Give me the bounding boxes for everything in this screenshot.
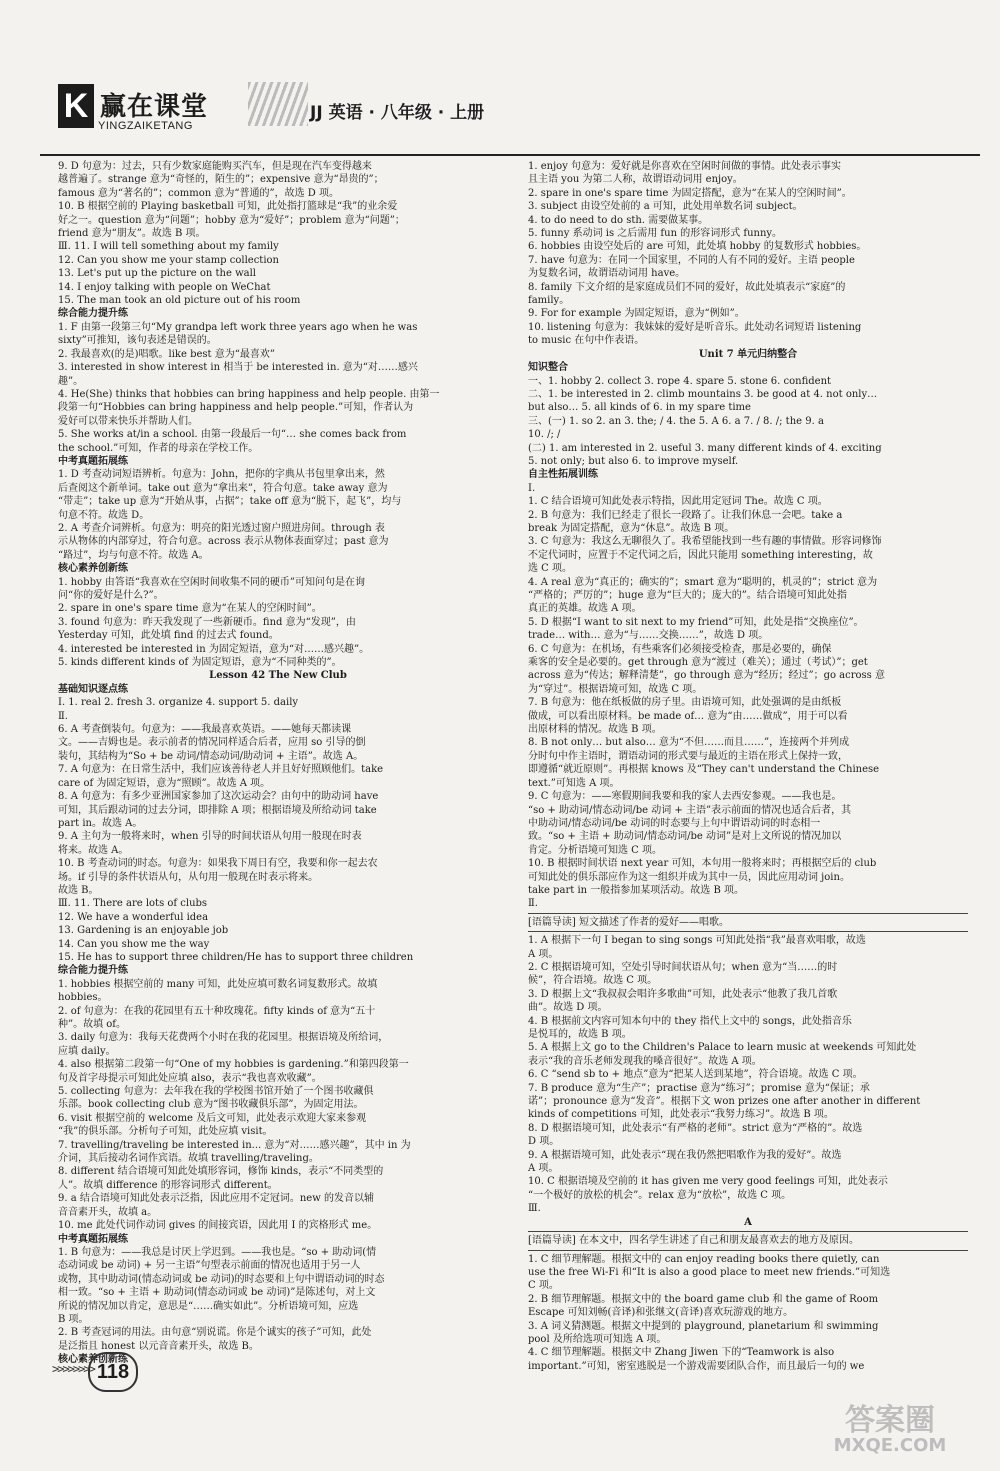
section-heading: 综合能力提升练 [58, 965, 128, 977]
answer-line: 10. /; / [528, 429, 561, 441]
answer-line: 4. to do need to do sth. 需要做某事。 [528, 214, 709, 226]
answer-line: 3. interested in show interest in 相当于 be interested in. 意为“对……感兴 [58, 362, 418, 374]
answer-line: 14. I enjoy talking with people on WeChat [58, 281, 271, 293]
answer-line: 5. collecting 句意为：去年我在我的学校图书馆开始了一个图书收藏俱 [58, 1086, 374, 1098]
answer-line: 2. B 细节理解题。根据文中的 the board game club 和 the game of Room [528, 1293, 879, 1305]
answer-line: 15. The man took an old picture out of his room [58, 295, 301, 307]
answer-line: 种”。故填 of。 [58, 1019, 127, 1030]
answer-line: 9. For for example 为固定短语，意为“例如”。 [528, 308, 745, 320]
answer-line: 4. B 根据前文内容可知本句中的 they 指代上文中的 songs，此处指音乐 [528, 1015, 852, 1027]
answer-line: 7. B produce 意为“生产”；practise 意为“练习”；promise 意为“保证；承 [528, 1082, 870, 1094]
watermark-url: MXQE.COM [833, 1435, 947, 1456]
answer-line: 9. a 结合语境可知此处表示泛指，因此应用不定冠词。new 的发音以辅 [58, 1193, 374, 1205]
answer-line: kinds of competitions 可知，此处表示“我努力练习”。故选 B 项。 [528, 1109, 834, 1121]
answer-line: B 项。 [58, 1313, 89, 1325]
answer-line: 不定代词时，应置于不定代词之后，因此只能用 something interesting，故 [528, 549, 873, 561]
lesson-title: Unit 7 单元归纳整合 [698, 348, 798, 360]
answer-line: 2. of 句意为：在我的花园里有五十种玫瑰花。fifty kinds of 意为“五十 [58, 1005, 376, 1017]
answer-line: 选 C 项。 [528, 563, 573, 575]
answer-line: 2. 我最喜欢(的是)唱歌。like best 意为“最喜欢” [58, 348, 275, 360]
lesson-title: Lesson 42 The New Club [209, 670, 347, 682]
answer-line: 9. D 句意为：过去，只有少数家庭能购买汽车，但是现在汽车变得越来 [58, 161, 372, 172]
answer-line: 6. hobbies 由设空处后的 are 可知，此处填 hobby 的复数形式 hobbies。 [528, 241, 867, 253]
answer-line: “严格的；严厉的”；huge 意为“巨大的；庞大的”。结合语境可知此处指 [528, 590, 847, 601]
answer-line: (二) 1. am interested in 2. useful 3. many different kinds of 4. exciting [528, 442, 882, 454]
answer-line: 3. C 句意为：我这么无聊很久了。我希望能找到一些有趣的事情做。形容词修饰 [528, 536, 882, 548]
answer-line: 13. Let's put up the picture on the wall [58, 268, 256, 280]
answer-line: 3. D 根据上文“我叔叔会唱许多歌曲”可知，此处表示“他教了我几首歌 [528, 988, 838, 1000]
answer-line: 人”。故填 difference 的形容词形式 different。 [58, 1179, 278, 1191]
answer-line: 或物，其中助动词(情态动词或 be 动词)的时态要和上句中谓语动词的时态 [58, 1273, 385, 1285]
answer-line: part in。故选 A。 [58, 817, 143, 829]
answer-line: 5. kinds different kinds of 为固定短语，意为“不同种类的”。 [58, 657, 342, 669]
answer-line: 8. family 下文介绍的是家庭成员们不同的爱好，故此处填表示“家庭”的 [528, 281, 846, 293]
answer-line: 1. hobbies 根据空前的 many 可知，此处应填可数名词复数形式。故填 [58, 978, 378, 990]
answer-line: 10. B 考查动词的时态。句意为：如果我下周日有空，我要和你一起去农 [58, 858, 378, 870]
answer-line: 段第一句“Hobbies can bring happiness and help people.”可知，作者认为 [58, 402, 414, 414]
answer-line: take part in 一般指参加某项活动。故选 B 项。 [528, 884, 745, 896]
answer-line: 5. funny 系动词 is 之后需用 fun 的形容词形式 funny。 [528, 228, 783, 240]
answer-line: “带走”；take up 意为“开始从事，占据”；take off 意为“脱下，起飞”，均与 [58, 496, 402, 508]
answer-line: 9. C 句意为：——寒假期间我要和我的家人去西安参观。——我也是。 [528, 791, 842, 803]
answer-line: 13. Gardening is an enjoyable job [58, 925, 229, 937]
answer-line: text.”可知选 A 项。 [528, 777, 620, 789]
answer-line: 三、(一) 1. so 2. an 3. the; / 4. the 5. A 6. a 7. / 8. /; the 9. a [528, 415, 824, 427]
answer-line: 8. A 句意为：有多少亚洲国家参加了这次运动会？由句中的助动词 have [58, 791, 379, 803]
answer-line: 做成，可以看出原材料。be made of… 意为“由……做成”，用于可以看 [528, 710, 848, 722]
answer-line: 7. A 句意为：在日常生活中，我们应该善待老人并且好好照顾他们。take [58, 764, 384, 776]
answer-line: 12. We have a wonderful idea [58, 911, 209, 923]
page-number: 118 [88, 1352, 138, 1392]
answer-line: 1. F 由第一段第三句“My grandpa left work three years ago when he was [58, 321, 418, 333]
answer-line: 场。if 引导的条件状语从句，从句用一般现在时表示将来。 [58, 871, 319, 883]
section-heading: 知识整合 [528, 362, 568, 374]
answer-line: 诺”；pronounce 意为“发音”。根据下文 won prizes one after another in different [528, 1096, 921, 1108]
answer-line: 故选 B。 [58, 884, 99, 896]
answer-line: Escape 可知刘畅(音译)和张继文(音译)喜欢玩游戏的地方。 [528, 1307, 794, 1319]
lesson-title: A [744, 1216, 752, 1228]
answer-line: 为“穿过”。根据语境可知，故选 C 项。 [528, 683, 703, 695]
answer-line: 8. B not only… but also… 意为“不但……而且……”，连接两个并列成 [528, 737, 850, 749]
answer-line: break 为固定搭配，意为“休息”。故选 B 项。 [528, 522, 735, 534]
page-header [40, 78, 980, 152]
answer-line: 9. A 主句为一般将来时，when 引导的时间状语从句用一般现在时表 [58, 831, 362, 843]
answer-line: 介词，其后接动名词作宾语。故填 travelling/traveling。 [58, 1153, 319, 1165]
section-heading: 中考真题拓展练 [58, 1233, 128, 1245]
answer-line: 5. not only; but also 6. to improve myself. [528, 455, 739, 467]
answer-line: 12. Can you show me your stamp collection [58, 254, 279, 266]
answer-line: famous 意为“著名的”；common 意为“普通的”，故选 D 项。 [58, 187, 339, 199]
answer-line: hobbies。 [58, 992, 108, 1004]
answer-line: the school.”可知，作者的母亲在学校工作。 [58, 442, 259, 454]
answer-line: C 项。 [528, 1280, 559, 1292]
answer-line: 中助动词/情态动词/be 动词的时态要与上句中谓语动词的时态相一 [528, 817, 821, 829]
answer-line: but also… 5. all kinds of 6. in my spare time [528, 402, 751, 414]
watermark [800, 1395, 980, 1465]
answer-line: 且主语 you 为第二人称，故谓语动词用 enjoy。 [528, 174, 743, 186]
answer-line: 1. hobby 由答语“我喜欢在空闲时间收集不同的硬币”可知问句是在询 [58, 576, 366, 588]
answer-line: 曲”。故选 D 项。 [528, 1002, 608, 1014]
answer-line: 6. A 考查倒装句。句意为：——我最喜欢英语。——她每天都读课 [58, 724, 352, 736]
answer-line: 2. spare in one's spare time 意为“在某人的空闲时间”。 [58, 603, 322, 615]
answer-line: 6. C “send sb to + 地点”意为“把某人送到某地”，符合语境。故选 C 项。 [528, 1069, 863, 1081]
answer-line: 肯定。分析语境可知选 C 项。 [528, 844, 663, 856]
answer-line: 2. A 考查介词辨析。句意为：明亮的阳光透过窗户照进房间。through 表 [58, 522, 385, 534]
answer-line: to music 在句中作表语。 [528, 335, 645, 347]
section-heading: 核心素养创新练 [58, 563, 128, 575]
answer-line: 10. me 此处代词作动词 gives 的间接宾语，因此用 I 的宾格形式 me。 [58, 1220, 378, 1232]
right-column [528, 160, 968, 1373]
answer-line: 4. C 细节理解题。根据文中 Zhang Jiwen 下的“Teamwork is also [528, 1347, 835, 1359]
answer-line: 4. He(She) thinks that hobbies can bring happiness and help people. 由第一 [58, 388, 440, 400]
answer-line: 爱好可以带来快乐并帮助人们。 [58, 415, 198, 427]
brand-pinyin: YINGZAIKETANG [98, 120, 193, 132]
answer-line: 装句，其结构为“So + be 动词/情态动词/助动词 + 主语”。故选 A。 [58, 750, 364, 762]
section-heading: 自主性拓展训练 [528, 469, 598, 481]
answer-line: 7. B 句意为：他在纸板做的房子里。由语境可知，此处强调的是由纸板 [528, 697, 842, 709]
answer-line: 致。“so + 主语 + 助动词/情态动词/be 动词”是对上文所说的情况加以 [528, 831, 842, 843]
answer-line: 一、1. hobby 2. collect 3. rope 4. spare 5. stone 6. confident [528, 375, 832, 387]
answer-line: friend 意为“朋友”。故选 B 项。 [58, 228, 206, 240]
answer-line: 5. She works at/in a school. 由第一段最后一句“… she comes back from [58, 429, 407, 441]
answer-line: 将来。故选 A。 [58, 844, 129, 856]
answer-line: trade… with… 意为“与……交换……”，故选 D 项。 [528, 630, 769, 642]
answer-line: 1. D 考查动词短语辨析。句意为：John，把你的字典从书包里拿出来，然 [58, 469, 385, 481]
brand-name: 赢在课堂 [100, 92, 209, 122]
answer-line: 乘客的安全是必要的。get through 意为“渡过（难关）；通过（考试）”；get [528, 657, 868, 669]
answer-line: Ⅲ. 11. I will tell something about my family [58, 241, 279, 253]
answer-line: 态动词或 be 动词) + 另一主语”句型表示前面的情况也适用于另一人 [58, 1260, 361, 1272]
answer-line: 是泛指且 honest 以元音音素开头，故选 B。 [58, 1340, 259, 1352]
answer-line: 表示“我的音乐老师发现我的嗓音很好”。故选 A 项。 [528, 1055, 762, 1067]
answer-line: 10. listening 句意为：我妹妹的爱好是听音乐。此处动名词短语 listening [528, 321, 862, 333]
answer-line: 为复数名词，故谓语动词用 have。 [528, 268, 686, 280]
answer-line: 可知，其后跟动词的过去分词，即排除 A 项；根据语境及所给动词 take [58, 804, 377, 816]
answer-line: 2. spare in one's spare time 为固定搭配，意为“在某人的空闲时间”。 [528, 187, 852, 199]
answer-line: 相一致。“so + 主语 + 助动词(情态动词或 be 动词)”是陈述句，对上文 [58, 1287, 376, 1299]
answer-line: 8. different 结合语境可知此处填形容词，修饰 kinds，表示“不同类型的 [58, 1166, 384, 1178]
answer-line: “我”的俱乐部。分析句子可知，此处应填 visit。 [58, 1126, 273, 1138]
answer-line: 5. D 根据“I want to sit next to my friend”可知，此处是指“交换座位”。 [528, 616, 864, 628]
book-title: JJ 英语 · 八年级 · 上册 [310, 103, 485, 123]
answer-line: Ⅲ. 11. There are lots of clubs [58, 898, 208, 910]
answer-line: use the free Wi-Fi 和“It is also a good place to meet new friends.”可知选 [528, 1266, 891, 1278]
watermark-text: 答案圈 [845, 1403, 935, 1438]
answer-line: 所说的情况加以肯定，意思是“……确实如此”。分析语境可知，应选 [58, 1300, 359, 1312]
answer-line: 14. Can you show me the way [58, 938, 210, 950]
answer-line: 分时句中作主语时，谓语动词的形式要与最近的主语在形式上保持一致， [528, 750, 848, 762]
answer-line: 真正的英雄。故选 A 项。 [528, 603, 642, 615]
answer-line: Ⅰ. [528, 482, 536, 494]
answer-line: 10. C 根据语境及空前的 it has given me very good feelings 可知，此处表示 [528, 1176, 888, 1188]
answer-line: 1. A 根据下一句 I began to sing songs 可知此处指“我”最喜欢唱歌，故选 [528, 935, 866, 947]
section-heading: 基础知识逐点练 [58, 683, 128, 695]
answer-line: 好之一。question 意为“问题”；hobby 意为“爱好”；problem 意为“问题”； [58, 214, 405, 226]
answer-line: 2. B 考查冠词的用法。由句意“别说谎。你是个诚实的孩子”可知，此处 [58, 1327, 372, 1339]
answer-line: Ⅲ. [528, 1203, 541, 1215]
answer-line: Ⅰ. 1. real 2. fresh 3. organize 4. support 5. daily [58, 697, 299, 709]
answer-line: 4. also 根据第二段第一句“One of my hobbies is gardening.”和第四段第一 [58, 1059, 409, 1071]
section-heading: 中考真题拓展练 [58, 455, 128, 467]
answer-line: “路过”，均与句意不符。故选 A。 [58, 549, 209, 561]
answer-line: 3. subject 由设空处前的 a 可知，此处用单数名词 subject。 [528, 201, 803, 213]
answer-line: Yesterday 可知，此处填 find 的过去式 found。 [58, 630, 279, 642]
answer-line: important.”可知，密室逃脱是一个游戏需要团队合作，而且最后一句的 we [528, 1360, 865, 1372]
answer-line: 5. A 根据上文 go to the Children's Palace to learn music at weekends 可知此处 [528, 1042, 917, 1054]
answer-line: 示从物体的内部穿过，符合句意。across 表示从物体表面穿过；past 意为 [58, 536, 389, 548]
answer-line: 1. enjoy 句意为：爱好就是你喜欢在空闲时间做的事情。此处表示事实 [528, 161, 842, 172]
decorative-stripes [248, 82, 308, 126]
answer-line: 3. found 句意为：昨天我发现了一些新硬币。find 意为“发现”，由 [58, 616, 356, 628]
answer-line: 9. A 根据语境可知，此处表示“现在我仍然把唱歌作为我的爱好”。故选 [528, 1149, 842, 1161]
answer-line: 2. C 根据语境可知，空处引导时间状语从句；when 意为“当……的时 [528, 961, 838, 973]
answer-line: family。 [528, 295, 570, 307]
answer-line: 4. A real 意为“真正的；确实的”；smart 意为“聪明的，机灵的”；strict 意为 [528, 576, 878, 588]
left-column [58, 160, 498, 1367]
answer-line: 3. A 词义猜测题。根据文中提到的 playground, planetarium 和 swimming [528, 1320, 879, 1332]
answer-line: 1. B 句意为：——我总是讨厌上学迟到。——我也是。“so + 助动词(情 [58, 1246, 377, 1258]
answer-line: 后查阅这个新单词。take out 意为“拿出来”，符合句意。take away 意为 [58, 482, 388, 494]
answer-line: 越普遍了。strange 意为“奇怪的，陌生的”；expensive 意为“昂贵的”； [58, 174, 384, 186]
answer-line: D 项。 [528, 1136, 560, 1148]
answer-line: 趣”。 [58, 375, 84, 387]
answer-line: across 意为“传达；解释清楚”，go through 意为“经历；经过”；go across 意 [528, 670, 885, 682]
answer-line: 二、1. be interested in 2. climb mountains 3. be good at 4. not only… [528, 388, 878, 400]
answer-line: 可知此处的俱乐部应作为这一组织并成为其中一员，因此应用动词 join。 [528, 871, 850, 883]
answer-line: 候”，符合语境。故选 C 项。 [528, 975, 658, 987]
answer-line: Ⅱ. [528, 898, 538, 910]
answer-line: 音音素开头，故填 a。 [58, 1206, 158, 1218]
answer-line: 是悦耳的，故选 B 项。 [528, 1029, 632, 1040]
passage-guide: [语篇导读] 短文描述了作者的爱好——唱歌。 [528, 913, 968, 932]
answer-line: 3. daily 句意为：我每天花费两个小时在我的花园里。根据语境及所给词， [58, 1032, 389, 1044]
answer-line: A 项。 [528, 1163, 559, 1175]
passage-guide: [语篇导读] 在本文中，四名学生讲述了自己和朋友最喜欢去的地方及原因。 [528, 1231, 968, 1250]
answer-line: 应填 daily。 [58, 1045, 116, 1057]
answer-line: sixty”可推知，该句表述是错误的。 [58, 335, 217, 347]
answer-line: pool 及所给选项可知选 A 项。 [528, 1333, 667, 1345]
section-heading: 综合能力提升练 [58, 308, 128, 320]
answer-line: 问“你的爱好是什么?”。 [58, 590, 164, 601]
answer-line: “一个极好的放松的机会”。relax 意为“放松”，故选 C 项。 [528, 1189, 792, 1201]
answer-line: 2. B 句意为：我们已经走了很长一段路了。让我们休息一会吧。take a [528, 509, 843, 521]
answer-line: “so + 助动词/情态动词/be 动词 + 主语”表示前面的情况也适合后者，其 [528, 804, 852, 816]
answer-line: 8. D 根据语境可知，此处表示“有严格的老师”。strict 意为“严格的”。故选 [528, 1122, 863, 1134]
answer-line: 1. C 细节理解题。根据文中的 can enjoy reading books there quietly, can [528, 1253, 880, 1265]
footer-arrow-icon: >>>>>>>> [52, 1362, 94, 1376]
answer-line: 出原材料的情况。故选 B 项。 [528, 724, 662, 736]
brand-logo-icon: K [58, 84, 94, 128]
answer-line: Ⅱ. [58, 710, 68, 722]
answer-line: 乐部。book collecting club 意为“图书收藏俱乐部”，为固定用法。 [58, 1099, 364, 1111]
answer-line: 1. C 结合语境可知此处表示特指，因此用定冠词 The。故选 C 项。 [528, 496, 828, 508]
answer-line: 6. C 句意为：在机场，有些乘客们必须接受检查，那是必要的，确保 [528, 643, 832, 655]
answer-line: 6. visit 根据空前的 welcome 及后文可知，此处表示欢迎大家来参观 [58, 1112, 367, 1124]
answer-line: 4. interested be interested in 为固定短语，意为“对……感兴趣”。 [58, 643, 370, 655]
answer-line: 15. He has to support three children/He has to support three children [58, 951, 414, 963]
answer-line: A 项。 [528, 948, 559, 960]
answer-line: 文。——吉姆也是。表示前者的情况同样适合后者，应用 so 引导的倒 [58, 737, 366, 749]
section-heading: 核心素养创新练 [58, 1354, 128, 1366]
answer-line: 句及首字母提示可知此处应填 also，表示“我也喜欢收藏”。 [58, 1072, 322, 1084]
answer-line: 7. have 句意为：在同一个国家里，不同的人有不同的爱好。主语 people [528, 254, 855, 266]
answer-line: 7. travelling/traveling be interested in... 意为“对……感兴趣”，其中 in 为 [58, 1139, 411, 1151]
answer-line: 句意不符。故选 D。 [58, 509, 150, 521]
answer-line: 即遵循“就近原则”。再根据 knows 及“They can't understand the Chinese [528, 764, 880, 776]
answer-line: 10. B 根据空前的 Playing basketball 可知，此处指打篮球是“我”的业余爱 [58, 201, 398, 213]
answer-line: 10. B 根据时间状语 next year 可知，本句用一般将来时；再根据空后的 club [528, 858, 877, 870]
header-rule [40, 154, 980, 156]
answer-line: care of 为固定短语，意为“照顾”。故选 A 项。 [58, 777, 271, 789]
